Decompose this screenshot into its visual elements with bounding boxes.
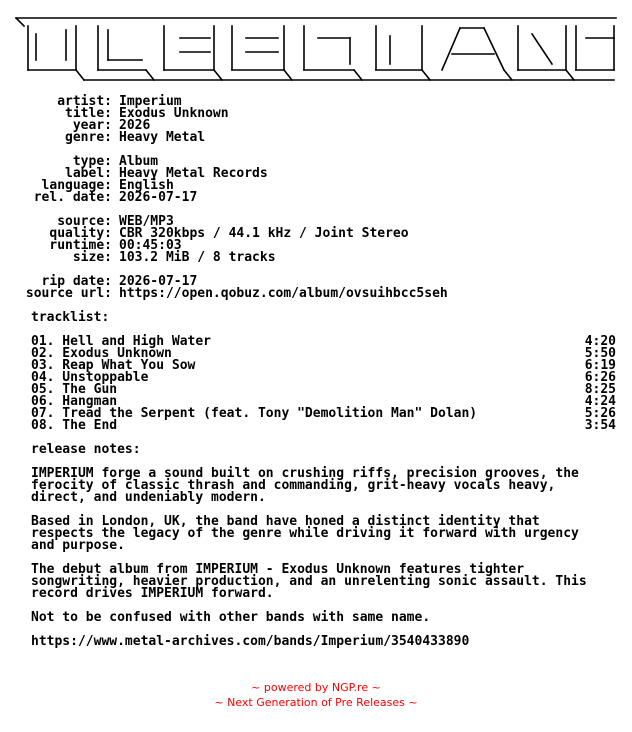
meta-row-release-date — [0, 192, 632, 204]
ascii-art-banner-logo — [14, 8, 618, 86]
meta-key: language: — [41, 178, 112, 193]
metadata-block-rip — [0, 276, 632, 300]
meta-key: genre: — [65, 130, 112, 145]
track-length: 5:50 — [584, 346, 616, 361]
track-title: 03. Reap What You Sow — [31, 358, 196, 373]
meta-value: Album — [119, 154, 159, 169]
track-title: 06. Hangman — [31, 394, 118, 409]
meta-value: 2026 — [119, 118, 151, 133]
meta-value: English — [119, 178, 174, 193]
meta-value: Heavy Metal Records — [119, 166, 268, 181]
release-notes-heading: release notes: — [31, 442, 141, 457]
meta-value: Exodus Unknown — [119, 106, 229, 121]
track-length: 8:25 — [584, 382, 616, 397]
meta-key: runtime: — [49, 238, 112, 253]
meta-value: WEB/MP3 — [119, 214, 174, 229]
footer-powered-by: ~ powered by NGP.re ~ — [251, 681, 381, 694]
release-note-paragraph: IMPERIUM forge a sound built on crushing riffs, precision grooves, the ferocity of classic thrash and commanding, grit-heavy vocals heavy, direct, and undeniably modern. — [31, 466, 579, 505]
track-length: 4:20 — [584, 334, 616, 349]
meta-key: source url: — [25, 286, 112, 301]
source-url-text: https://open.qobuz.com/album/ovsuihbcc5seh — [119, 286, 448, 301]
meta-key: rel. date: — [33, 190, 112, 205]
release-notes-section — [31, 444, 617, 648]
meta-row-size — [0, 252, 632, 264]
track-row — [31, 408, 617, 420]
release-note-paragraph: The debut album from IMPERIUM - Exodus Unknown features tighter songwriting, heavier production, and an unrelenting sonic assault. This record drives IMPERIUM forward. — [31, 562, 587, 601]
track-title: 02. Exodus Unknown — [31, 346, 172, 361]
release-note-paragraph: Based in London, UK, the band have honed a distinct identity that respects the legacy of the genre while driving it forward with urgency and purpose. — [31, 514, 579, 553]
track-row — [31, 420, 617, 432]
footer-tagline: ~ Next Generation of Pre Releases ~ — [214, 696, 418, 709]
meta-key: title: — [65, 106, 112, 121]
meta-key: label: — [65, 166, 112, 181]
tracklist-heading: tracklist: — [31, 310, 110, 325]
meta-value: Heavy Metal — [119, 130, 206, 145]
release-note-paragraph: Not to be confused with other bands with same name. — [31, 610, 431, 625]
meta-key: year: — [72, 118, 112, 133]
meta-row-genre — [0, 132, 632, 144]
meta-key: type: — [72, 154, 112, 169]
meta-key: artist: — [57, 94, 112, 109]
track-title: 07. Tread the Serpent (feat. Tony "Demolition Man" Dolan) — [31, 406, 478, 421]
meta-value: CBR 320kbps / 44.1 kHz / Joint Stereo — [119, 226, 409, 241]
track-row — [31, 384, 617, 396]
footer — [0, 680, 632, 710]
tracklist-section — [31, 312, 617, 432]
track-length: 4:24 — [584, 394, 616, 409]
metadata-block-source — [0, 216, 632, 264]
meta-key: rip date: — [41, 274, 112, 289]
meta-row-source-url — [0, 288, 632, 300]
track-title: 05. The Gun — [31, 382, 118, 397]
metadata-block-label — [0, 156, 632, 204]
metadata-block-release — [0, 96, 632, 144]
track-title: 08. The End — [31, 418, 118, 433]
track-title: 04. Unstoppable — [31, 370, 149, 385]
meta-value: Imperium — [119, 94, 182, 109]
track-title: 01. Hell and High Water — [31, 334, 212, 349]
release-metadata — [0, 96, 632, 300]
meta-value: 2026-07-17 — [119, 274, 198, 289]
track-length: 6:26 — [584, 370, 616, 385]
track-length: 6:19 — [584, 358, 616, 373]
meta-key: size: — [72, 250, 112, 265]
meta-value: 00:45:03 — [119, 238, 182, 253]
meta-value: 2026-07-17 — [119, 190, 198, 205]
track-row — [31, 372, 617, 384]
meta-key: source: — [57, 214, 112, 229]
track-length: 3:54 — [584, 418, 616, 433]
metal-archives-link[interactable]: https://www.metal-archives.com/bands/Imperium/3540433890 — [31, 634, 470, 649]
track-length: 5:26 — [584, 406, 616, 421]
meta-key: quality: — [49, 226, 112, 241]
meta-value: 103.2 MiB / 8 tracks — [119, 250, 276, 265]
